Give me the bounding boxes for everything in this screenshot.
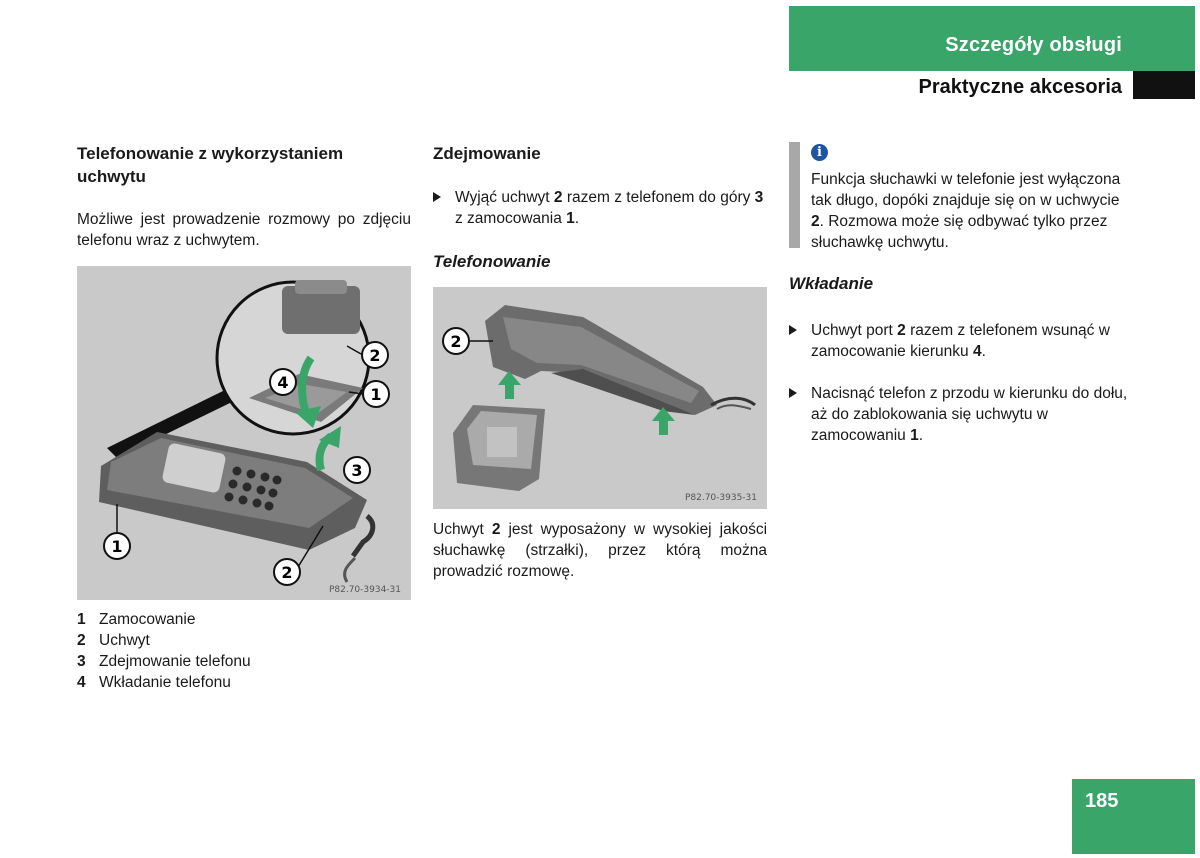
callout-label: 2 [369,346,381,365]
section-title: Szczegóły obsługi [945,34,1122,56]
callout-magnified-4 [270,369,296,395]
figure-handset [433,287,767,509]
col2-subheading: Telefonowanie [433,252,551,271]
legend-label: Wkładanie telefonu [99,674,231,691]
col1-intro: Możliwe jest prowadzenie rozmowy po zdjęciu telefonu wraz z uchwytem. [77,211,411,249]
col2-caption: Uchwyt 2 jest wyposażony w wysokiej jakości słuchawkę (strzałki), przez którą można prowadzić rozmowę. [433,521,768,580]
bullet-remove: Wyjąć uchwyt 2 razem z telefonem do góry 3 z zamocowania 1. [433,187,767,229]
bullet-press: Nacisnąć telefon z przodu w kierunku do dołu, aż do zablokowania się uchwytu w zamocowaniu 1. [789,383,1129,446]
bullet-triangle-icon [433,192,441,202]
header-marker [1133,71,1195,99]
callout-label: 1 [370,385,382,404]
callout-label: 4 [277,373,289,392]
figure-holder-removal [77,266,411,600]
handset-illustration [485,305,755,415]
legend-num: 3 [77,653,86,670]
page-number: 185 [1085,790,1119,812]
legend-item [77,630,407,651]
legend-item [77,672,407,693]
info-note: Funkcja słuchawki w telefonie jest wyłączona tak długo, dopóki znajduje się on w uchwycie 2. Rozmowa może się odbywać tylko przez słuchawkę uchwytu. [811,171,1121,251]
callout-handset-2 [443,328,493,354]
figure-legend [77,609,407,693]
legend-label: Zdejmowanie telefonu [99,653,251,670]
col2-heading: Zdejmowanie [433,144,541,163]
callout-lift-3 [344,457,370,483]
callout-label: 2 [281,563,293,582]
figure-code: P82.70-3935-31 [684,493,757,503]
phone-in-holder-illustration [99,426,373,582]
figure-code: P82.70-3934-31 [328,585,401,595]
col1-heading: Telefonowanie z wykorzystaniem uchwytu [77,144,344,186]
legend-label: Zamocowanie [99,611,196,628]
subsection-title: Praktyczne akcesoria [918,76,1122,98]
callout-label: 2 [450,332,462,351]
bullet-triangle-icon [789,325,797,335]
legend-item [77,609,407,630]
legend-num: 2 [77,632,86,649]
callout-label: 1 [111,537,123,556]
cradle-illustration [453,405,545,491]
callout-mount-1 [104,504,130,559]
bullet-insert: Uchwyt port 2 razem z telefonem wsunąć w zamocowanie kierunku 4. [789,320,1129,362]
bullet-triangle-icon [789,388,797,398]
note-bar [789,142,800,248]
legend-label: Uchwyt [99,632,150,649]
callout-label: 3 [351,461,363,480]
legend-num: 4 [77,674,86,691]
info-icon: i [811,144,828,161]
legend-num: 1 [77,611,86,628]
legend-item [77,651,407,672]
col3-subheading: Wkładanie [789,274,874,293]
